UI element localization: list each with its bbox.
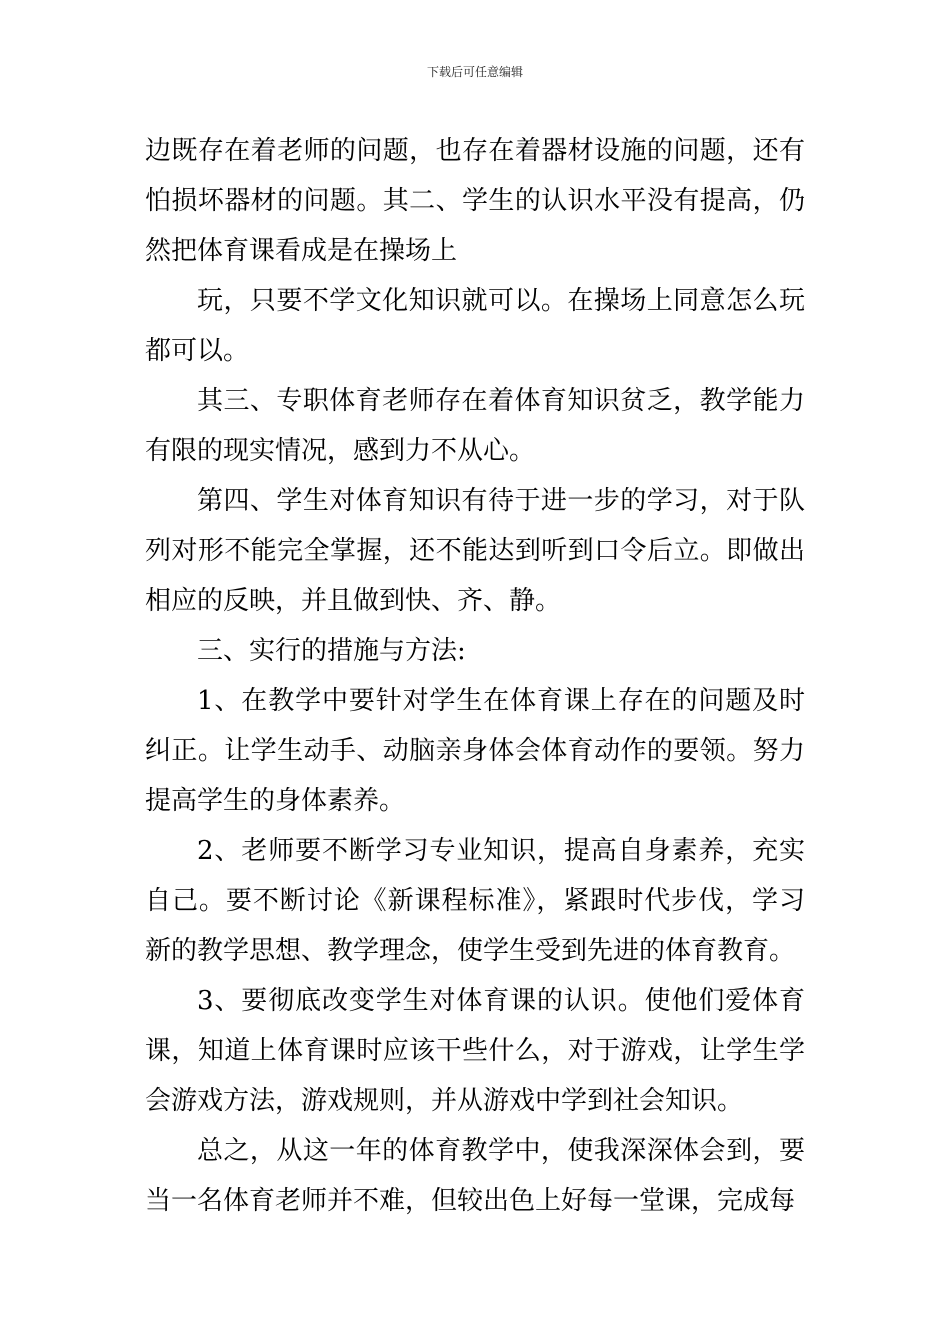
- document-body: [145, 126, 805, 1226]
- list-item: 1、在教学中要针对学生在体育课上存在的问题及时纠正。让学生动手、动脑亲身体会体育动作的要领。努力提高学生的身体素养。: [145, 686, 805, 816]
- page-header: 下载后可任意编辑: [426, 65, 523, 79]
- paragraph: 玩，只要不学文化知识就可以。在操场上同意怎么玩都可以。: [145, 286, 805, 366]
- list-item: 3、要彻底改变学生对体育课的认识。使他们爱体育课，知道上体育课时应该干些什么，对于游戏，让学生学会游戏方法，游戏规则，并从游戏中学到社会知识。: [145, 986, 805, 1116]
- paragraph: 第四、学生对体育知识有待于进一步的学习，对于队列对形不能完全掌握，还不能达到听到口令后立。即做出相应的反映，并且做到快、齐、静。: [145, 486, 805, 616]
- section-heading: 三、实行的措施与方法:: [197, 636, 466, 666]
- paragraph: 总之，从这一年的体育教学中，使我深深体会到，要当一名体育老师并不难，但较出色上好每一堂课，完成每: [145, 1136, 805, 1216]
- list-item: 2、老师要不断学习专业知识，提高自身素养，充实自己。要不断讨论《新课程标准》，紧跟时代步伐，学习新的教学思想、教学理念，使学生受到先进的体育教育。: [145, 836, 805, 966]
- paragraph-continuation: 边既存在着老师的问题，也存在着器材设施的问题，还有怕损坏器材的问题。其二、学生的认识水平没有提高，仍然把体育课看成是在操场上: [145, 136, 805, 266]
- paragraph: 其三、专职体育老师存在着体育知识贫乏，教学能力有限的现实情况，感到力不从心。: [145, 386, 805, 466]
